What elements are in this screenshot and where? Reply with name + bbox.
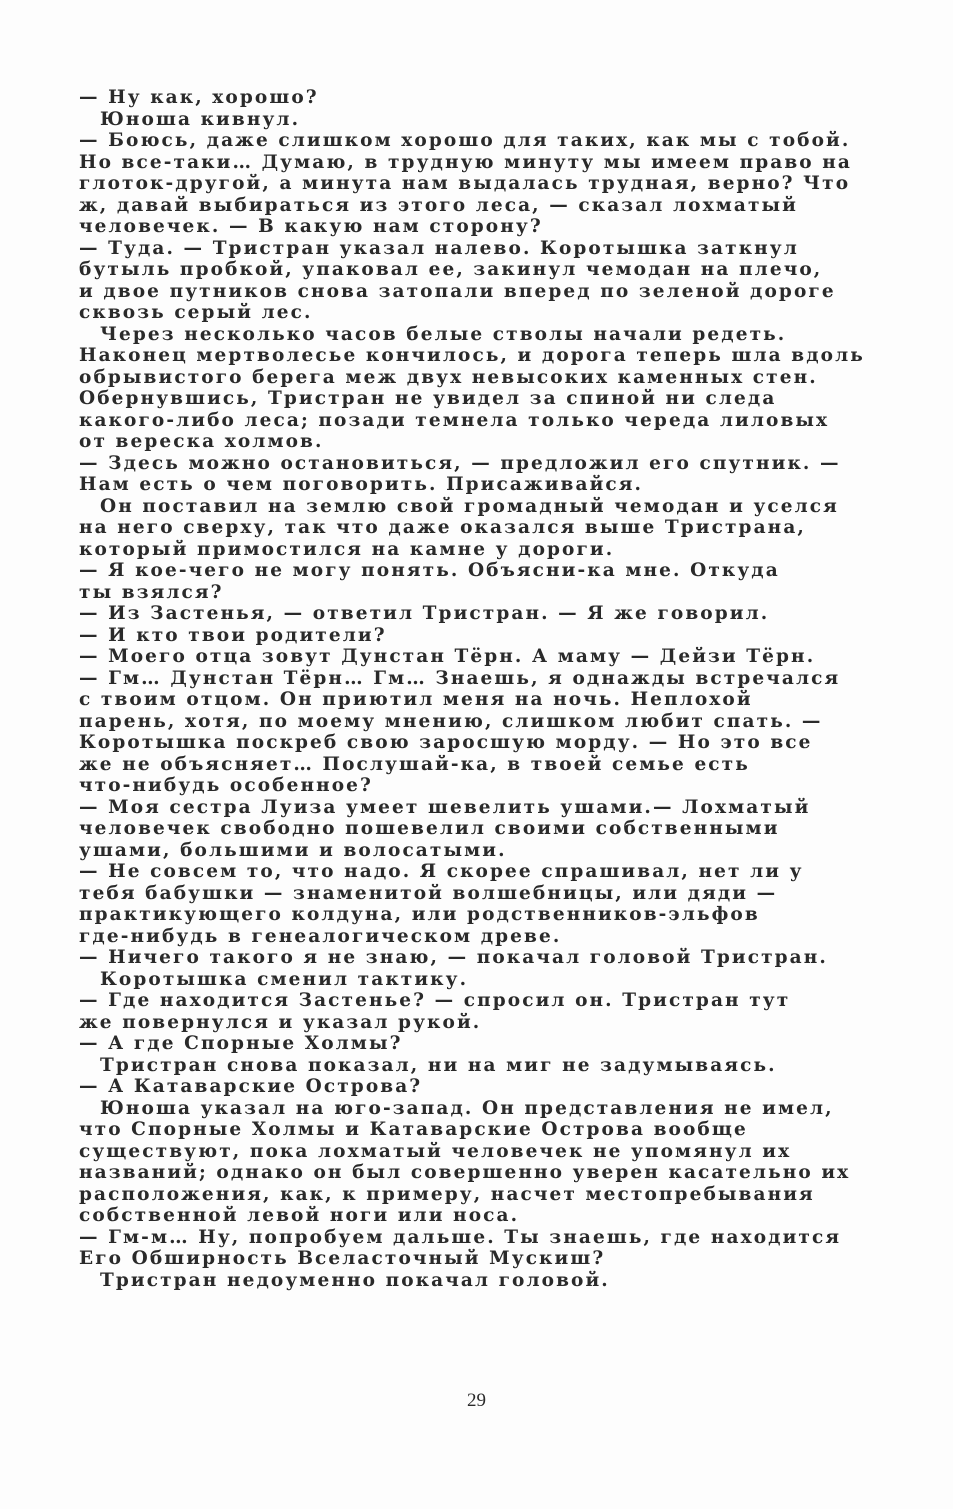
text-line: и двое путников снова затопали вперед по зеленой дороге (79, 280, 836, 302)
text-line: обрывистого берега меж двух невысоких каменных стен. (79, 366, 818, 388)
text-line: Тристран снова показал, ни на миг не задумываясь. (100, 1054, 777, 1076)
text-line: ж, давай выбираться из этого леса, — сказал лохматый (79, 194, 798, 216)
text-line: Коротышка сменил тактику. (100, 968, 469, 990)
text-line: Юноша указал на юго-запад. Он представления не имел, (100, 1097, 834, 1119)
text-line: где-нибудь в генеалогическом древе. (79, 925, 562, 947)
text-line: какого-либо леса; позади темнела только череда лиловых (79, 409, 830, 431)
text-line: — Из Застенья, — ответил Тристран. — Я же говорил. (79, 603, 770, 624)
text-line: — Я кое-чего не могу понять. Объясни-ка мне. Откуда (79, 560, 780, 581)
text-line: сквозь серый лес. (79, 302, 313, 323)
text-line: глоток-другой, а минута нам выдалась трудная, верно? Что (79, 173, 851, 194)
text-line: — Не совсем то, что надо. Я скорее спрашивал, нет ли у (79, 861, 804, 882)
text-line: — А где Спорные Холмы? (79, 1033, 403, 1054)
text-line: — Боюсь, даже слишком хорошо для таких, как мы с тобой. (79, 130, 851, 151)
text-line: — Ну как, хорошо? (79, 87, 319, 108)
text-line: от вереска холмов. (79, 431, 324, 452)
text-line: названий; однако он был совершенно уверен касательно их (79, 1162, 851, 1183)
text-line: что Спорные Холмы и Катаварские Острова вообще (79, 1119, 748, 1140)
text-line: — А Катаварские Острова? (79, 1076, 423, 1097)
text-line: человечек свободно пошевелил своими собственными (79, 818, 780, 839)
text-line: Через несколько часов белые стволы начали редеть. (100, 323, 787, 345)
text-line: — Моего отца зовут Дунстан Тёрн. А маму — Дейзи Тёрн. (79, 646, 816, 667)
text-line: расположения, как, к примеру, насчет местопребывания (79, 1183, 815, 1205)
text-line: тебя бабушки — знаменитой волшебницы, или дяди — (79, 882, 778, 904)
text-line: Но все-таки… Думаю, в трудную минуту мы имеем право на (79, 151, 853, 173)
page-body-text (79, 87, 879, 1291)
text-line: Нам есть о чем поговорить. Присаживайся. (79, 474, 644, 495)
text-line: существуют, пока лохматый человечек не упомянул их (79, 1140, 792, 1162)
text-line: Он поставил на землю свой громадный чемодан и уселся (100, 495, 839, 517)
page-number: 29 (467, 1390, 486, 1411)
text-line: что-нибудь особенное? (79, 775, 373, 796)
text-line: Коротышка поскреб свою заросшую морду. — Но это все (79, 732, 813, 753)
text-line: ты взялся? (79, 581, 224, 603)
text-line: парень, хотя, по моему мнению, слишком любит спать. — (79, 710, 823, 732)
text-line: практикующего колдуна, или родственников-эльфов (79, 904, 760, 925)
text-line: Обернувшись, Тристран не увидел за спиной ни следа (79, 388, 777, 409)
text-line: Тристран недоуменно покачал головой. (100, 1269, 610, 1291)
text-line: ушами, большими и волосатыми. (79, 839, 507, 861)
text-line: же повернулся и указал рукой. (79, 1011, 482, 1033)
text-line: — Здесь можно остановиться, — предложил его спутник. — (79, 452, 841, 474)
text-line: Наконец мертволесье кончилось, и дорога теперь шла вдоль (79, 345, 865, 366)
text-line: — Гм… Дунстан Тёрн… Гм… Знаешь, я однажды встречался (79, 667, 841, 689)
text-line: же не объясняет… Послушай-ка, в твоей семье есть (79, 753, 750, 775)
text-line: бутыль пробкой, упаковал ее, закинул чемодан на плечо, (79, 259, 823, 280)
text-line: — Где находится Застенье? — спросил он. Тристран тут (79, 990, 791, 1011)
text-line: — Гм-м… Ну, попробуем дальше. Ты знаешь, где находится (79, 1226, 842, 1248)
text-line: — Ничего такого я не знаю, — покачал головой Тристран. (79, 947, 828, 968)
text-line: — Моя сестра Луиза умеет шевелить ушами.— Лохматый (79, 796, 811, 818)
text-line: с твоим отцом. Он приютил меня на ночь. Неплохой (79, 689, 753, 710)
text-line: — И кто твои родители? (79, 624, 387, 646)
text-line: который примостился на камне у дороги. (79, 538, 615, 560)
text-line: Его Обширность Вселасточный Мускиш? (79, 1248, 606, 1269)
text-line: Юноша кивнул. (100, 108, 301, 130)
text-line: человечек. — В какую нам сторону? (79, 216, 543, 237)
text-line: собственной левой ноги или носа. (79, 1205, 520, 1226)
text-line: на него сверху, так что даже оказался выше Тристрана, (79, 517, 806, 538)
text-line: — Туда. — Тристран указал налево. Коротышка заткнул (79, 237, 799, 259)
